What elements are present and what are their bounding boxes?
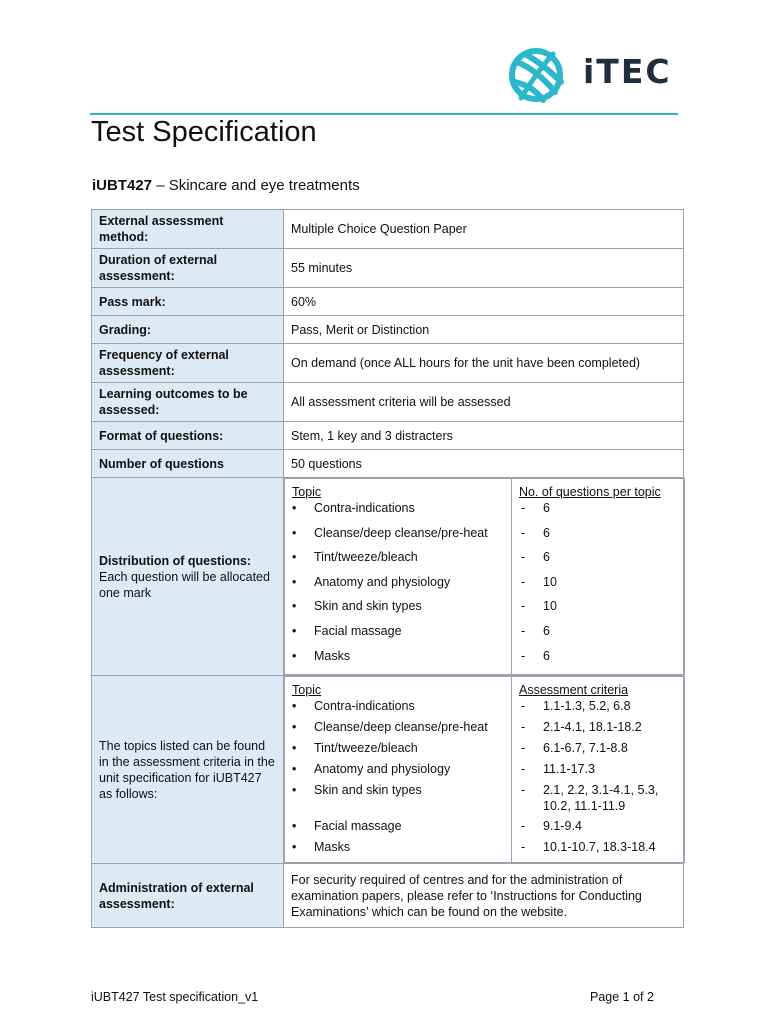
- list-item: - 6: [521, 525, 550, 540]
- distribution-cell: [284, 478, 684, 676]
- list-item: • Anatomy and physiology: [292, 574, 451, 589]
- table-row: [92, 450, 684, 478]
- list-item: • Skin and skin types: [292, 783, 422, 797]
- list-item: - 6: [521, 648, 550, 663]
- table-row: [92, 344, 684, 383]
- bullet-icon: •: [292, 574, 297, 589]
- distribution-row: [92, 478, 684, 676]
- bullet-icon: •: [292, 720, 297, 734]
- distribution-label: Distribution of questions:: [99, 553, 252, 568]
- criteria-label: The topics listed can be found in the assessment criteria in the unit specification for iUBT427 as follows:: [92, 676, 284, 864]
- list-item: • Contra-indications: [292, 699, 415, 713]
- table-row: [92, 422, 684, 450]
- criteria-subtable: [284, 676, 685, 863]
- row-label: Grading:: [92, 316, 284, 344]
- unit-heading: [92, 177, 360, 194]
- itec-logo: [503, 42, 683, 110]
- bullet-icon: •: [292, 783, 297, 797]
- distribution-subtable: [284, 478, 685, 675]
- row-value: For security required of centres and for the administration of examination papers, please refer to ‘Instructions for Conducting Examinations’ which can be found on the website.: [284, 864, 684, 928]
- list-item: • Skin and skin types: [292, 599, 422, 614]
- row-label: [92, 478, 284, 676]
- table-row: [92, 288, 684, 316]
- list-item: • Masks: [292, 840, 351, 854]
- list-item: • Facial massage: [292, 623, 402, 638]
- logo-wordmark: iTEC: [583, 52, 672, 91]
- criteria-header: Assessment criteria: [519, 683, 629, 697]
- list-item: • Tint/tweeze/bleach: [292, 741, 418, 755]
- topic-header: Topic: [292, 485, 322, 499]
- distribution-sublabel: Each question will be allocated one mark: [99, 569, 270, 600]
- list-item: - 1.1-1.3, 5.2, 6.8: [521, 699, 631, 713]
- row-value: 50 questions: [284, 450, 684, 478]
- unit-name: Skincare and eye treatments: [168, 177, 360, 194]
- row-label: Pass mark:: [92, 288, 284, 316]
- unit-code: iUBT427: [92, 177, 153, 194]
- list-item: - 11.1-17.3: [521, 762, 595, 776]
- list-item: • Tint/tweeze/bleach: [292, 550, 418, 565]
- topic-header: Topic: [292, 683, 322, 697]
- bullet-icon: •: [292, 599, 297, 614]
- criteria-cell: [284, 676, 684, 864]
- bullet-icon: •: [292, 840, 297, 854]
- list-item: • Facial massage: [292, 819, 402, 833]
- footer-page-number: Page 1 of 2: [590, 990, 654, 1004]
- list-item: - 10: [521, 574, 557, 589]
- bullet-icon: •: [292, 819, 297, 833]
- list-item: - 10.1-10.7, 18.3-18.4: [521, 840, 656, 854]
- row-label: Duration of external assessment:: [92, 249, 284, 288]
- globe-icon: [503, 42, 573, 112]
- table-row: [92, 864, 684, 928]
- header-rule: [90, 113, 678, 115]
- table-row: [92, 210, 684, 249]
- list-item: • Cleanse/deep cleanse/pre-heat: [292, 525, 488, 540]
- row-value: Stem, 1 key and 3 distracters: [284, 422, 684, 450]
- row-value: On demand (once ALL hours for the unit have been completed): [284, 344, 684, 383]
- row-value: Pass, Merit or Distinction: [284, 316, 684, 344]
- table-row: [92, 249, 684, 288]
- table-row: [92, 316, 684, 344]
- bullet-icon: •: [292, 699, 297, 713]
- list-item: • Anatomy and physiology: [292, 762, 451, 776]
- list-item: • Cleanse/deep cleanse/pre-heat: [292, 720, 488, 734]
- bullet-icon: •: [292, 623, 297, 638]
- row-label: Learning outcomes to be assessed:: [92, 383, 284, 422]
- row-value: Multiple Choice Question Paper: [284, 210, 684, 249]
- list-item: - 9.1-9.4: [521, 819, 582, 833]
- list-item: • Masks: [292, 648, 351, 663]
- list-item: - 10: [521, 599, 557, 614]
- unit-separator: –: [152, 177, 169, 194]
- bullet-icon: •: [292, 501, 297, 515]
- table-row: [92, 383, 684, 422]
- bullet-icon: •: [292, 762, 297, 776]
- row-label: Administration of external assessment:: [92, 864, 284, 928]
- list-item: • Contra-indications: [292, 501, 415, 515]
- page-title: Test Specification: [91, 116, 317, 148]
- row-label: Number of questions: [92, 450, 284, 478]
- row-label: External assessment method:: [92, 210, 284, 249]
- row-value: 60%: [284, 288, 684, 316]
- specification-table: [91, 209, 684, 928]
- row-value: 55 minutes: [284, 249, 684, 288]
- list-item: - 6: [521, 623, 550, 638]
- row-label: Format of questions:: [92, 422, 284, 450]
- row-label: Frequency of external assessment:: [92, 344, 284, 383]
- bullet-icon: •: [292, 525, 297, 540]
- list-item: - 6: [521, 550, 550, 565]
- count-header: No. of questions per topic: [519, 485, 661, 499]
- list-item: - 6: [521, 501, 550, 515]
- bullet-icon: •: [292, 550, 297, 565]
- bullet-icon: •: [292, 648, 297, 663]
- list-item: - 2.1, 2.2, 3.1-4.1, 5.3, 10.2, 11.1-11.9: [521, 783, 659, 813]
- list-item: - 6.1-6.7, 7.1-8.8: [521, 741, 628, 755]
- bullet-icon: •: [292, 741, 297, 755]
- list-item: - 2.1-4.1, 18.1-18.2: [521, 720, 642, 734]
- criteria-row: [92, 676, 684, 864]
- footer-document-name: iUBT427 Test specification_v1: [91, 990, 259, 1004]
- row-value: All assessment criteria will be assessed: [284, 383, 684, 422]
